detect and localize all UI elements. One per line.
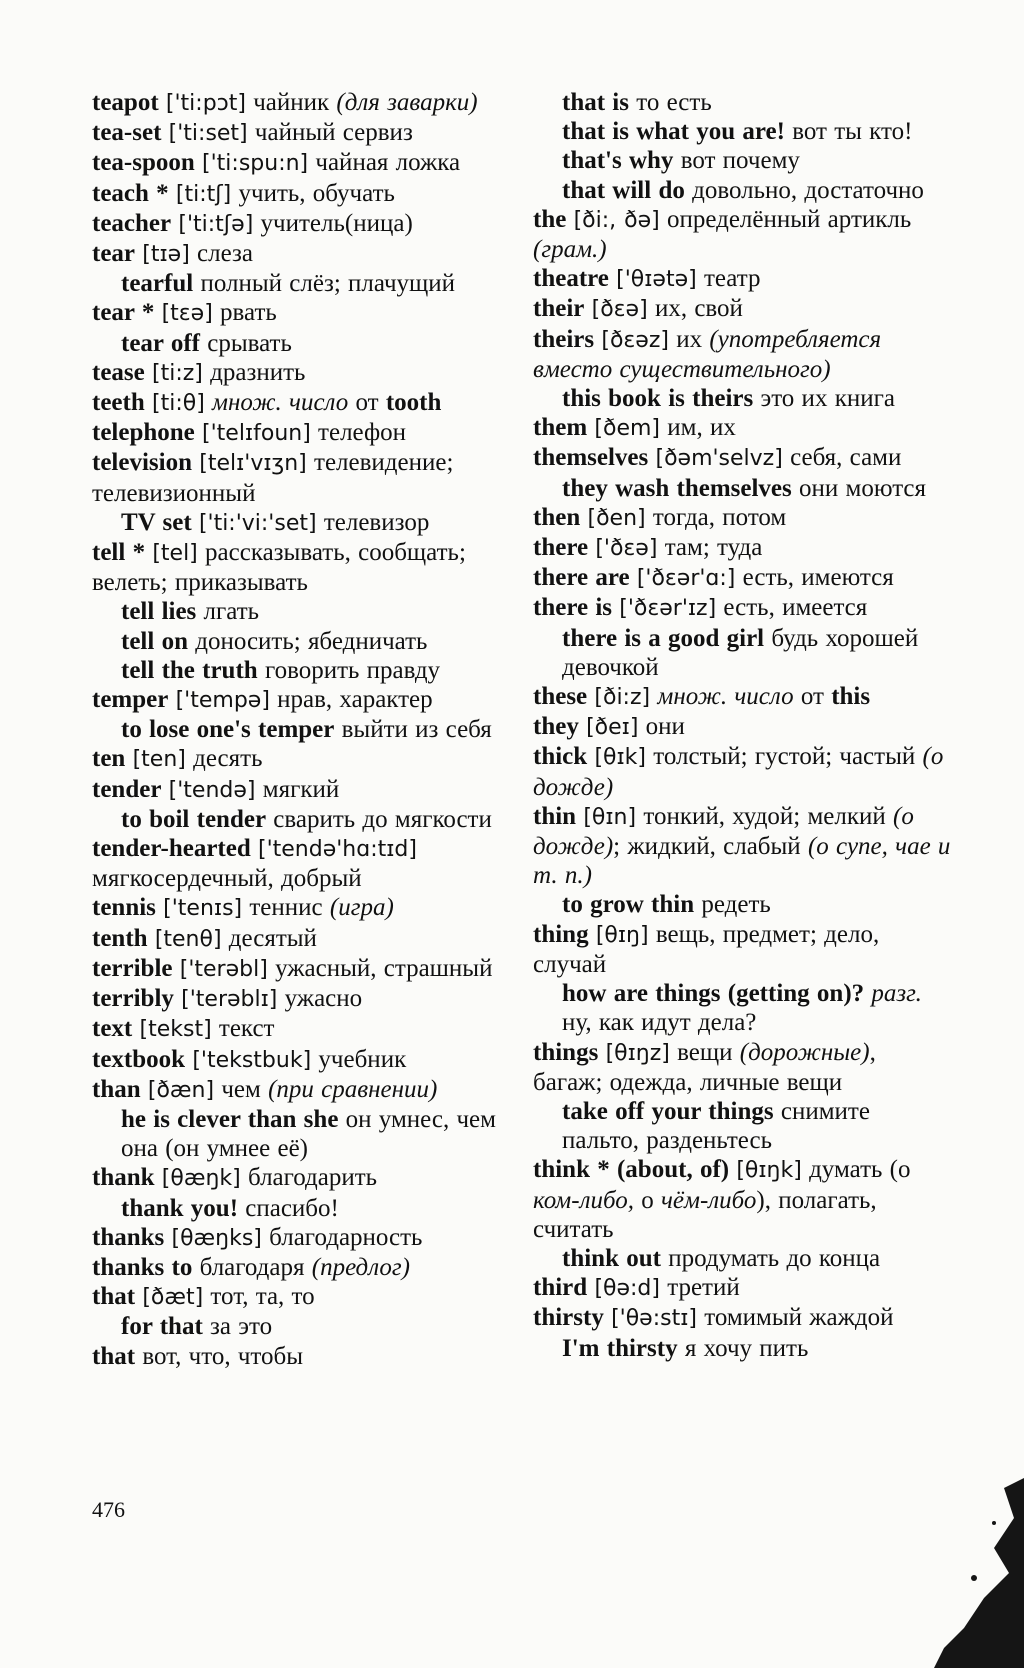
dictionary-entry: [92, 597, 504, 626]
entry-translation: вот, что, чтобы: [142, 1342, 304, 1370]
entry-translation: от: [800, 683, 824, 711]
entry-transcription: [tel]: [152, 541, 198, 567]
entry-note: разг.: [871, 980, 922, 1008]
entry-translation: телевизор: [323, 508, 430, 536]
entry-headword: temper: [92, 686, 169, 714]
entry-transcription: [tɪə]: [142, 242, 190, 268]
dictionary-entry: [92, 1194, 504, 1223]
entry-translation: продумать до конца: [668, 1244, 881, 1272]
dictionary-entry: [533, 712, 951, 742]
entry-translation: за это: [210, 1313, 273, 1341]
entry-headword: that: [92, 1342, 136, 1370]
entry-headword: to lose one's temper: [121, 716, 335, 744]
entry-transcription: [tenθ]: [154, 926, 222, 952]
dictionary-entry: [92, 1312, 504, 1341]
entry-note: (предлог): [311, 1253, 410, 1281]
entry-headword: tender-hearted: [92, 835, 251, 863]
entry-headword: tear off: [121, 329, 200, 357]
entry-translation: довольно, достаточно: [692, 176, 924, 204]
entry-headword: tell on: [121, 627, 188, 655]
dictionary-entry: [92, 984, 504, 1014]
dictionary-entry: [92, 358, 504, 388]
entry-translation: их, свой: [654, 295, 743, 323]
entry-translation: мягкосердечный, добрый: [92, 865, 362, 893]
entry-translation: чем: [221, 1075, 261, 1103]
entry-headword: thirsty: [533, 1304, 604, 1332]
dictionary-entry: [533, 802, 951, 891]
entry-translation: он умнес, чем она (он умнее её): [121, 1105, 496, 1163]
entry-translation: театр: [703, 265, 761, 293]
entry-translation: они моются: [799, 474, 927, 502]
ink-blot: [934, 1478, 1024, 1668]
entry-translation: доносить; ябедничать: [195, 627, 428, 655]
entry-headword: terribly: [92, 985, 174, 1013]
dictionary-entry: [533, 533, 951, 563]
entry-translation: ужасно: [284, 985, 363, 1013]
dictionary-entry: [92, 148, 504, 178]
entry-transcription: ['terəblɪ]: [181, 987, 278, 1013]
entry-transcription: [θæŋk]: [161, 1166, 241, 1192]
dictionary-entry: [533, 1155, 951, 1244]
entry-translation: сварить до мягкости: [273, 805, 492, 833]
entry-reference: this: [831, 683, 871, 711]
entry-transcription: [ðəm'selvz]: [655, 446, 783, 472]
entry-translation: вот ты кто!: [792, 118, 913, 146]
entry-translation: чайник: [253, 89, 330, 116]
dictionary-entry: [92, 508, 504, 538]
entry-headword: tear *: [92, 299, 155, 327]
entry-headword: there is a good girl: [562, 624, 765, 652]
dictionary-entry: [533, 742, 951, 801]
entry-transcription: ['tenɪs]: [163, 896, 243, 922]
entry-note: ком-либо,: [533, 1186, 634, 1214]
entry-translation: они: [645, 713, 685, 741]
entry-headword: tearful: [121, 270, 194, 298]
entry-headword: that's why: [562, 147, 674, 175]
entry-transcription: ['ti:'vi:'set]: [198, 510, 317, 536]
entry-translation: говорить правду: [264, 656, 441, 684]
dictionary-entry: [533, 474, 951, 503]
entry-translation: десятый: [228, 924, 317, 952]
entry-note: (дорожные): [739, 1038, 870, 1066]
dictionary-entry: [533, 264, 951, 294]
entry-note: (употребляется вместо существительного): [533, 325, 882, 383]
dictionary-entry: [92, 329, 504, 358]
entry-translation: благодарить: [247, 1164, 378, 1192]
entry-transcription: [ðem]: [594, 416, 660, 442]
entry-headword: how are things (getting on)?: [562, 980, 865, 1008]
entry-note: (о дожде): [533, 743, 944, 801]
entry-headword: tenth: [92, 924, 148, 952]
entry-translation: учебник: [318, 1045, 407, 1073]
entry-transcription: [ti:θ]: [152, 391, 205, 417]
dictionary-entry: [92, 805, 504, 834]
dictionary-entry: [533, 920, 951, 979]
entry-headword: tear: [92, 240, 136, 268]
entry-headword: that will do: [562, 176, 685, 204]
dictionary-entry: [92, 685, 504, 715]
entry-headword: they: [533, 713, 579, 741]
entry-headword: think * (about, of): [533, 1156, 730, 1184]
dictionary-entry: [533, 1303, 951, 1333]
entry-translation: есть, имеются: [742, 564, 894, 592]
entry-note: множ. число: [212, 389, 349, 417]
entry-transcription: ['ti:tʃə]: [178, 211, 254, 237]
dictionary-entry: [533, 890, 951, 919]
dictionary-entry: [533, 682, 951, 712]
entry-translation: нрав, характер: [277, 686, 433, 714]
entry-translation: учитель(ница): [260, 209, 413, 237]
entry-translation: их: [676, 325, 703, 353]
entry-headword: thing: [533, 920, 589, 948]
entry-headword: TV set: [121, 508, 192, 536]
entry-headword: then: [533, 503, 581, 531]
entry-transcription: ['tempə]: [175, 688, 270, 714]
dictionary-entry: [92, 715, 504, 744]
entry-transcription: [ti:z]: [152, 360, 203, 386]
entry-translation: полный слёз; плачущий: [200, 270, 456, 298]
dictionary-entry: [533, 979, 951, 1037]
entry-transcription: [tɛə]: [161, 301, 213, 327]
entry-headword: terrible: [92, 954, 173, 982]
entry-headword: tease: [92, 358, 145, 386]
entry-headword: teapot: [92, 89, 159, 116]
dictionary-entry: [92, 448, 504, 507]
page-number: 476: [92, 1497, 125, 1522]
dictionary-entry: [533, 563, 951, 593]
entry-headword: to boil tender: [121, 805, 267, 833]
entry-translation: благодарность: [269, 1223, 423, 1251]
entry-headword: tea-set: [92, 119, 162, 147]
entry-headword: thanks: [92, 1223, 165, 1251]
entry-translation: тот, та, то: [210, 1283, 315, 1311]
entry-headword: thanks to: [92, 1253, 193, 1281]
entry-translation: рассказывать, сообщать; велеть; приказывать: [92, 539, 466, 597]
entry-headword: television: [92, 449, 192, 477]
entry-headword: for that: [121, 1313, 203, 1341]
entry-transcription: ['ðɛə]: [595, 536, 658, 562]
entry-translation: толстый; густой; частый: [653, 743, 916, 771]
entry-headword: thin: [533, 802, 577, 830]
entry-headword: think out: [562, 1244, 661, 1272]
entry-headword: that is: [562, 89, 629, 116]
entry-headword: textbook: [92, 1045, 186, 1073]
entry-transcription: [ðɛəz]: [601, 327, 669, 353]
entry-transcription: [ðæn]: [147, 1077, 215, 1103]
entry-translation: рвать: [220, 299, 277, 327]
entry-transcription: ['ti:set]: [168, 121, 248, 147]
entry-transcription: [ðɛə]: [591, 297, 648, 323]
entry-translation: от: [355, 389, 379, 417]
dictionary-entry: [533, 1097, 951, 1155]
entry-transcription: [ði:z]: [594, 685, 651, 711]
entry-headword: these: [533, 683, 588, 711]
entry-translation: мягкий: [262, 775, 340, 803]
entry-transcription: [ti:tʃ]: [175, 181, 232, 207]
entry-transcription: [telɪ'vɪʒn]: [199, 451, 307, 477]
entry-translation: телевидение; телевизионный: [92, 449, 454, 507]
entry-translation: ; жидкий, слабый: [613, 833, 801, 861]
dictionary-entry: [533, 146, 951, 175]
entry-headword: take off your things: [562, 1097, 774, 1125]
entry-translation: редеть: [701, 891, 771, 919]
entry-translation: ну, как идут дела?: [562, 1009, 757, 1037]
entry-headword: than: [92, 1075, 141, 1103]
entry-translation: тонкий, худой; мелкий: [643, 802, 886, 830]
entry-translation: срывать: [207, 329, 292, 357]
dictionary-entry: [533, 1334, 951, 1363]
entry-transcription: [θə:d]: [594, 1276, 660, 1302]
entry-headword: third: [533, 1274, 588, 1302]
entry-reference: tooth: [385, 389, 442, 417]
dictionary-entry: [92, 924, 504, 954]
dictionary-entry: [533, 294, 951, 324]
dictionary-entry: [533, 1038, 951, 1097]
entry-note: чём-либо: [660, 1186, 757, 1214]
entry-transcription: [θɪn]: [583, 804, 637, 830]
entry-translation: вещи: [677, 1038, 733, 1066]
entry-headword: they wash themselves: [562, 474, 792, 502]
entry-translation: десять: [193, 745, 263, 773]
entry-note: (для заварки): [336, 89, 478, 116]
entry-headword: I'm thirsty: [562, 1334, 678, 1362]
entry-transcription: ['ti:spu:n]: [202, 151, 309, 177]
entry-note: (грам.): [533, 236, 607, 264]
entry-translation: то есть: [636, 89, 712, 116]
dictionary-entry: [92, 239, 504, 269]
entry-translation: чайный сервиз: [254, 119, 413, 147]
dictionary-entry: [92, 834, 504, 893]
entry-headword: that: [92, 1283, 136, 1311]
dictionary-entry: [92, 538, 504, 597]
entry-headword: the: [533, 205, 567, 233]
dictionary-entry: [92, 118, 504, 148]
dictionary-entry: [533, 413, 951, 443]
entry-transcription: [θɪk]: [594, 745, 646, 771]
entry-transcription: [tekst]: [139, 1017, 212, 1043]
dictionary-entry: [533, 325, 951, 384]
entry-translation: благодаря: [199, 1253, 305, 1281]
entry-note: (при сравнении): [268, 1075, 438, 1103]
entry-translation: спасибо!: [245, 1194, 339, 1222]
right-column: [533, 88, 951, 1363]
entry-transcription: ['tendə'hɑ:tɪd]: [258, 837, 417, 863]
entry-translation: там; туда: [664, 534, 763, 562]
entry-headword: he is clever than she: [121, 1105, 339, 1133]
dictionary-entry: [92, 209, 504, 239]
entry-translation: чайная ложка: [315, 149, 461, 177]
entry-transcription: [ten]: [132, 747, 186, 773]
entry-headword: tell *: [92, 539, 146, 567]
dictionary-entry: [92, 1253, 504, 1282]
dictionary-entry: [533, 384, 951, 413]
entry-transcription: ['ti:pɔt]: [165, 91, 246, 116]
entry-headword: thank: [92, 1164, 155, 1192]
entry-translation: учить, обучать: [238, 179, 395, 207]
dictionary-entry: [92, 656, 504, 685]
entry-translation: слеза: [197, 240, 253, 268]
dictionary-entry: [533, 443, 951, 473]
entry-transcription: ['θɪətə]: [616, 267, 697, 293]
entry-translation: им, их: [667, 414, 736, 442]
entry-translation: ), полагать, считать: [533, 1186, 877, 1243]
entry-headword: to grow thin: [562, 891, 695, 919]
entry-translation: ужасный, страшный: [275, 954, 493, 982]
entry-headword: tell the truth: [121, 656, 258, 684]
dictionary-entry: [533, 117, 951, 146]
dictionary-entry: [92, 954, 504, 984]
entry-translation: вот почему: [680, 147, 800, 175]
entry-headword: theatre: [533, 265, 609, 293]
entry-transcription: [θæŋks]: [171, 1225, 262, 1251]
entry-headword: teeth: [92, 389, 145, 417]
entry-translation: себя, сами: [790, 444, 902, 472]
dictionary-entry: [92, 1223, 504, 1253]
dictionary-entry: [92, 775, 504, 805]
entry-translation: это их книга: [760, 385, 895, 413]
entry-note: (о дожде): [533, 802, 914, 861]
entry-transcription: ['tekstbuk]: [192, 1047, 312, 1073]
dictionary-entry: [92, 179, 504, 209]
entry-translation: о: [641, 1186, 654, 1214]
entry-headword: thick: [533, 743, 588, 771]
entry-translation: определённый артикль: [666, 205, 912, 233]
dictionary-entry: [533, 624, 951, 682]
entry-translation: третий: [667, 1274, 740, 1302]
entry-headword: tell lies: [121, 598, 197, 626]
entry-note: множ. число: [657, 683, 794, 711]
dictionary-entry: [533, 88, 951, 117]
dictionary-entry: [533, 593, 951, 623]
entry-transcription: ['terəbl]: [179, 956, 268, 982]
entry-headword: them: [533, 414, 588, 442]
entry-headword: their: [533, 295, 585, 323]
dictionary-entry: [92, 298, 504, 328]
dictionary-entry: [92, 1014, 504, 1044]
entry-transcription: ['ðɛər'ɑ:]: [636, 566, 736, 592]
dictionary-entry: [533, 1244, 951, 1273]
dictionary-entry: [92, 388, 504, 418]
entry-transcription: [θɪŋk]: [736, 1158, 802, 1184]
entry-headword: tennis: [92, 894, 156, 922]
dictionary-entry: [92, 1163, 504, 1193]
entry-headword: there is: [533, 594, 612, 622]
entry-headword: theirs: [533, 325, 595, 353]
entry-translation: , багаж; одежда, личные вещи: [533, 1038, 876, 1096]
entry-headword: that is what you are!: [562, 118, 785, 146]
entry-headword: this book is theirs: [562, 385, 754, 413]
entry-headword: there: [533, 534, 589, 562]
dictionary-entry: [92, 627, 504, 656]
entry-note: (игра): [329, 894, 394, 922]
dictionary-entry: [92, 893, 504, 923]
entry-transcription: [ðen]: [587, 505, 646, 531]
entry-headword: tea-spoon: [92, 149, 195, 177]
dictionary-entry: [533, 205, 951, 264]
entry-headword: themselves: [533, 444, 649, 472]
entry-transcription: ['θə:stɪ]: [611, 1306, 697, 1332]
dictionary-entry: [533, 1273, 951, 1303]
dictionary-entry: [533, 503, 951, 533]
dictionary-entry: [92, 1282, 504, 1312]
dictionary-entry: [92, 1075, 504, 1105]
dictionary-entry: [92, 1045, 504, 1075]
entry-headword: thank you!: [121, 1194, 239, 1222]
entry-transcription: ['ðɛər'ɪz]: [619, 596, 717, 622]
entry-translation: томимый жаждой: [704, 1304, 894, 1332]
entry-translation: теннис: [249, 894, 323, 922]
entry-translation: текст: [218, 1015, 275, 1043]
entry-headword: things: [533, 1038, 599, 1066]
entry-headword: telephone: [92, 419, 195, 447]
entry-transcription: [ðæt]: [142, 1285, 204, 1311]
entry-translation: тогда, потом: [652, 503, 787, 531]
left-column: [92, 88, 504, 1371]
entry-headword: teach *: [92, 179, 169, 207]
entry-translation: снимите пальто, разденьтесь: [562, 1097, 870, 1155]
entry-headword: text: [92, 1015, 133, 1043]
entry-translation: вещь, предмет; дело, случай: [533, 920, 880, 978]
entry-transcription: [θɪŋ]: [595, 922, 649, 948]
dictionary-entry: [92, 418, 504, 448]
entry-translation: есть, имеется: [723, 594, 868, 622]
entry-translation: дразнить: [210, 358, 306, 386]
entry-note: (о супе, чае и т. п.): [533, 833, 951, 890]
entry-headword: tender: [92, 775, 162, 803]
entry-translation: лгать: [203, 598, 260, 626]
entry-translation: будь хорошей девочкой: [562, 624, 919, 681]
dictionary-entry: [92, 1342, 504, 1371]
entry-headword: teacher: [92, 209, 172, 237]
entry-translation: телефон: [318, 419, 407, 447]
entry-headword: ten: [92, 745, 126, 773]
entry-translation: выйти из себя: [341, 716, 492, 744]
dictionary-entry: [92, 744, 504, 774]
entry-transcription: [ði:, ðə]: [573, 207, 660, 233]
entry-translation: я хочу пить: [684, 1334, 809, 1362]
entry-transcription: ['tendə]: [168, 777, 256, 803]
entry-headword: there are: [533, 564, 630, 592]
entry-translation: думать (о: [809, 1156, 911, 1184]
dictionary-entry: [92, 88, 504, 118]
entry-transcription: [θɪŋz]: [605, 1040, 670, 1066]
entry-transcription: [ðeɪ]: [586, 715, 639, 741]
dictionary-entry: [533, 176, 951, 205]
entry-transcription: ['telɪfoun]: [202, 421, 311, 447]
dictionary-entry: [92, 269, 504, 298]
dictionary-entry: [92, 1105, 504, 1163]
